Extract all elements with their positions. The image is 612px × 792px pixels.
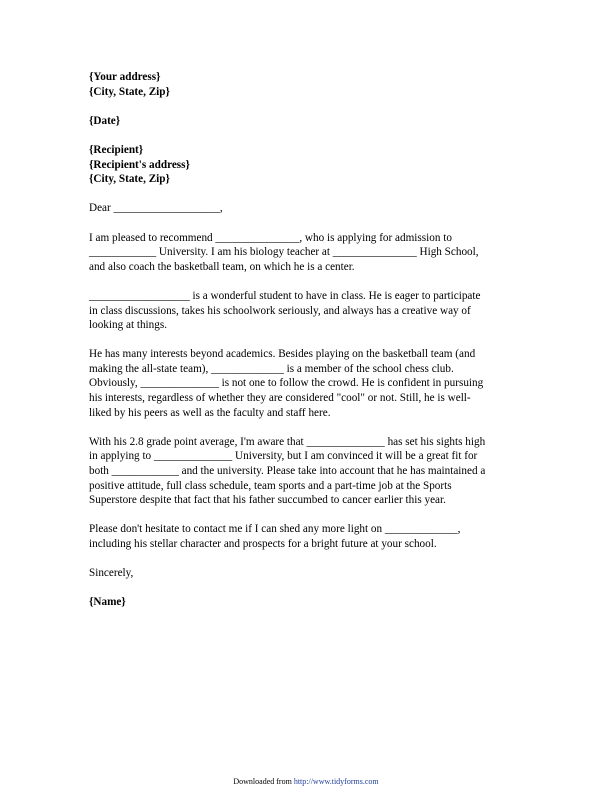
date-block bbox=[89, 114, 529, 129]
paragraph-line: Superstore despite that fact that his father succumbed to cancer earlier this year. bbox=[89, 494, 446, 507]
paragraph-line: With his 2.8 grade point average, I'm aware that ______________ has set his sights high bbox=[89, 435, 486, 448]
closing bbox=[89, 566, 529, 581]
paragraph-line: __________________ is a wonderful student to have in class. He is eager to participate bbox=[89, 289, 481, 302]
paragraph-1 bbox=[89, 231, 529, 275]
letter-date: {Date} bbox=[89, 114, 121, 127]
footer bbox=[0, 777, 612, 787]
paragraph-3 bbox=[89, 347, 529, 420]
sender-block bbox=[89, 70, 529, 99]
paragraph-line: I am pleased to recommend _______________, who is applying for admission to bbox=[89, 231, 452, 244]
footer-link[interactable]: http://www.tidyforms.com bbox=[293, 777, 379, 786]
paragraph-2 bbox=[89, 289, 529, 333]
recipient-city-state-zip: {City, State, Zip} bbox=[89, 173, 170, 186]
salutation bbox=[89, 201, 529, 216]
letter-page bbox=[89, 70, 529, 625]
paragraph-line: making the all-state team), _____________ is a member of the school chess club. bbox=[89, 362, 454, 375]
sender-city-state-zip: {City, State, Zip} bbox=[89, 85, 170, 98]
paragraph-line: liked by his peers as well as the faculty and staff here. bbox=[89, 406, 331, 419]
salutation-text: Dear ___________________, bbox=[89, 202, 223, 215]
signature-name: {Name} bbox=[89, 596, 126, 609]
paragraph-line: Please don't hesitate to contact me if I can shed any more light on _____________, bbox=[89, 523, 461, 536]
sender-address: {Your address} bbox=[89, 71, 161, 83]
paragraph-4 bbox=[89, 435, 529, 508]
paragraph-line: including his stellar character and prospects for a bright future at your school. bbox=[89, 538, 437, 550]
paragraph-5 bbox=[89, 522, 529, 551]
paragraph-line: He has many interests beyond academics. Besides playing on the basketball team (and bbox=[89, 348, 476, 361]
recipient-address: {Recipient's address} bbox=[89, 158, 190, 171]
paragraph-line: looking at things. bbox=[89, 319, 168, 332]
footer-prefix: Downloaded from bbox=[233, 777, 294, 786]
closing-text: Sincerely, bbox=[89, 567, 134, 580]
paragraph-line: in class discussions, takes his schoolwork seriously, and always has a creative way of bbox=[89, 304, 471, 317]
recipient-block bbox=[89, 143, 529, 187]
paragraph-line: positive attitude, full class schedule, team sports and a part-time job at the Sports bbox=[89, 479, 452, 492]
paragraph-line: and also coach the basketball team, on which he is a center. bbox=[89, 260, 355, 273]
paragraph-line: Obviously, ______________ is not one to follow the crowd. He is confident in pursuing bbox=[89, 377, 484, 390]
paragraph-line: both ____________ and the university. Please take into account that he has maintained a bbox=[89, 465, 486, 478]
paragraph-line: in applying to ______________ University, but I am convinced it will be a great fit for bbox=[89, 450, 478, 463]
paragraph-line: his interests, regardless of whether they are considered "cool" or not. Still, he is well- bbox=[89, 392, 471, 405]
signature bbox=[89, 595, 529, 610]
paragraph-line: ____________ University. I am his biology teacher at _______________ High School, bbox=[89, 246, 479, 259]
recipient-name: {Recipient} bbox=[89, 143, 144, 156]
